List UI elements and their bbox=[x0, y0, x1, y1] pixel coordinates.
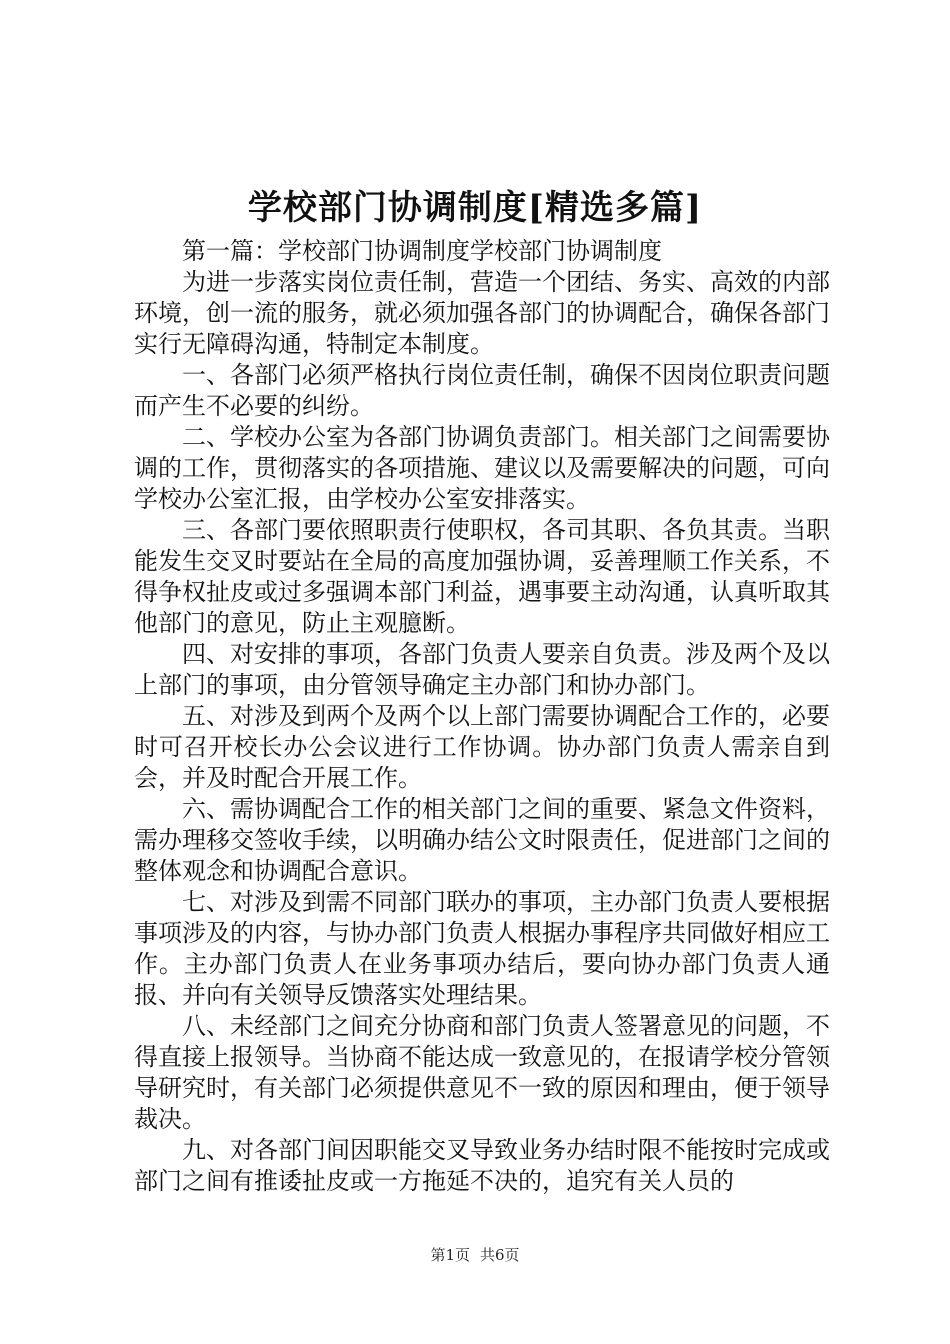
document-body bbox=[134, 236, 830, 1197]
paragraph-item-4: 四、对安排的事项，各部门负责人要亲自负责。涉及两个及以上部门的事项，由分管领导确定主办部门和协办部门。 bbox=[134, 640, 830, 699]
section-heading: 第一篇：学校部门协调制度学校部门协调制度 bbox=[182, 237, 662, 265]
paragraph-item-8: 八、未经部门之间充分协商和部门负责人签署意见的问题，不得直接上报领导。当协商不能达成一致意见的，在报请学校分管领导研究时，有关部门必须提供意见不一致的原因和理由，便于领导裁决。 bbox=[134, 1012, 830, 1133]
paragraph-item-1: 一、各部门必须严格执行岗位责任制，确保不因岗位职责问题而产生不必要的纠纷。 bbox=[134, 361, 830, 420]
paragraph-item-9: 九、对各部门间因职能交叉导致业务办结时限不能按时完成或部门之间有推诿扯皮或一方拖延不决的，追究有关人员的 bbox=[134, 1136, 830, 1195]
page-number: 第1页 bbox=[430, 1246, 470, 1264]
paragraph-item-7: 七、对涉及到需不同部门联办的事项，主办部门负责人要根据事项涉及的内容，与协办部门负责人根据办事程序共同做好相应工作。主办部门负责人在业务事项办结后，要向协办部门负责人通报、并向有关领导反馈落实处理结果。 bbox=[134, 888, 830, 1009]
page-count: 共6页 bbox=[480, 1246, 520, 1264]
paragraph-intro: 为进一步落实岗位责任制，营造一个团结、务实、高效的内部环境，创一流的服务，就必须加强各部门的协调配合，确保各部门实行无障碍沟通，特制定本制度。 bbox=[134, 268, 830, 358]
paragraph-item-5: 五、对涉及到两个及两个以上部门需要协调配合工作的，必要时可召开校长办公会议进行工作协调。协办部门负责人需亲自到会，并及时配合开展工作。 bbox=[134, 702, 830, 792]
paragraph-item-3: 三、各部门要依照职责行使职权，各司其职、各负其责。当职能发生交叉时要站在全局的高度加强协调，妥善理顺工作关系，不得争权扯皮或过多强调本部门利益，遇事要主动沟通，认真听取其他部门的意见，防止主观臆断。 bbox=[134, 516, 830, 637]
page-footer bbox=[0, 1245, 950, 1265]
document-title: 学校部门协调制度[精选多篇] bbox=[247, 188, 703, 228]
paragraph-item-2: 二、学校办公室为各部门协调负责部门。相关部门之间需要协调的工作，贯彻落实的各项措施、建议以及需要解决的问题，可向学校办公室汇报，由学校办公室安排落实。 bbox=[134, 423, 830, 513]
paragraph-item-6: 六、需协调配合工作的相关部门之间的重要、紧急文件资料，需办理移交签收手续，以明确办结公文时限责任，促进部门之间的整体观念和协调配合意识。 bbox=[134, 795, 830, 885]
